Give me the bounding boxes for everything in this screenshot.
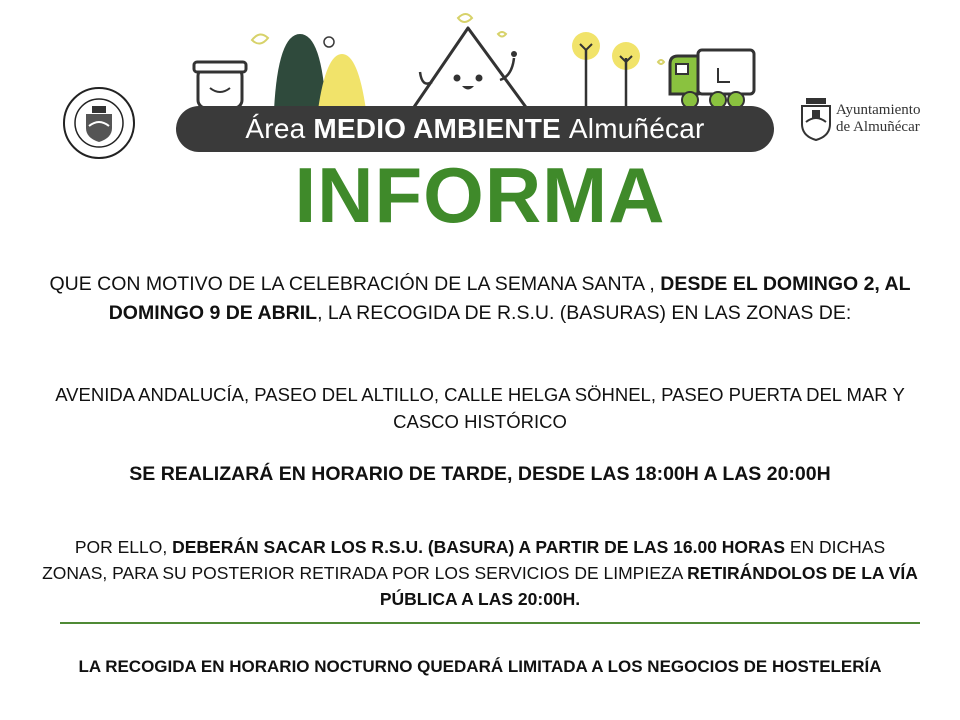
banner-title-bar	[176, 106, 774, 152]
intro-text-a: QUE CON MOTIVO DE LA CELEBRACIÓN DE LA SEMANA SANTA ,	[49, 273, 661, 295]
instructions-a: POR ELLO,	[74, 537, 173, 557]
banner-middle: MEDIO AMBIENTE	[313, 113, 561, 144]
seal-left-logo	[62, 86, 136, 160]
instructions	[40, 534, 920, 612]
logo-line1: Ayuntamiento	[836, 102, 921, 118]
notice-intro	[40, 270, 920, 328]
coat-of-arms-icon	[800, 96, 832, 142]
zones-list: AVENIDA ANDALUCÍA, PASEO DEL ALTILLO, CALLE HELGA SÖHNEL, PASEO PUERTA DEL MAR Y CASCO HISTÓRICO	[55, 384, 905, 432]
headline: INFORMA	[294, 151, 666, 239]
banner-suffix: Almuñécar	[568, 113, 705, 144]
banner-prefix: Área	[245, 113, 306, 144]
instructions-c: EN DICHAS ZONAS, PARA SU POSTERIOR RETIRADA POR LOS SERVICIOS DE LIMPIEZA	[42, 537, 886, 583]
intro-dates: DESDE EL DOMINGO 2, AL DOMINGO 9 DE ABRIL	[108, 273, 911, 324]
ayuntamiento-logo	[800, 96, 950, 146]
schedule-line: SE REALIZARÁ EN HORARIO DE TARDE, DESDE LAS 18:00H A LAS 20:00H	[129, 463, 831, 485]
instructions-d: RETIRÁNDOLOS DE LA VÍA PÚBLICA A LAS 20:00H.	[379, 563, 918, 609]
instructions-b: DEBERÁN SACAR LOS R.S.U. (BASURA) A PARTIR DE LAS 16.00 HORAS	[172, 537, 785, 557]
night-collection-note: LA RECOGIDA EN HORARIO NOCTURNO QUEDARÁ LIMITADA A LOS NEGOCIOS DE HOSTELERÍA	[78, 657, 882, 676]
medio-ambiente-banner	[170, 10, 780, 150]
intro-text-c: , LA RECOGIDA DE R.S.U. (BASURAS) EN LAS ZONAS DE:	[317, 302, 852, 324]
logo-line2: de Almuñécar	[836, 119, 920, 135]
divider	[60, 622, 920, 624]
